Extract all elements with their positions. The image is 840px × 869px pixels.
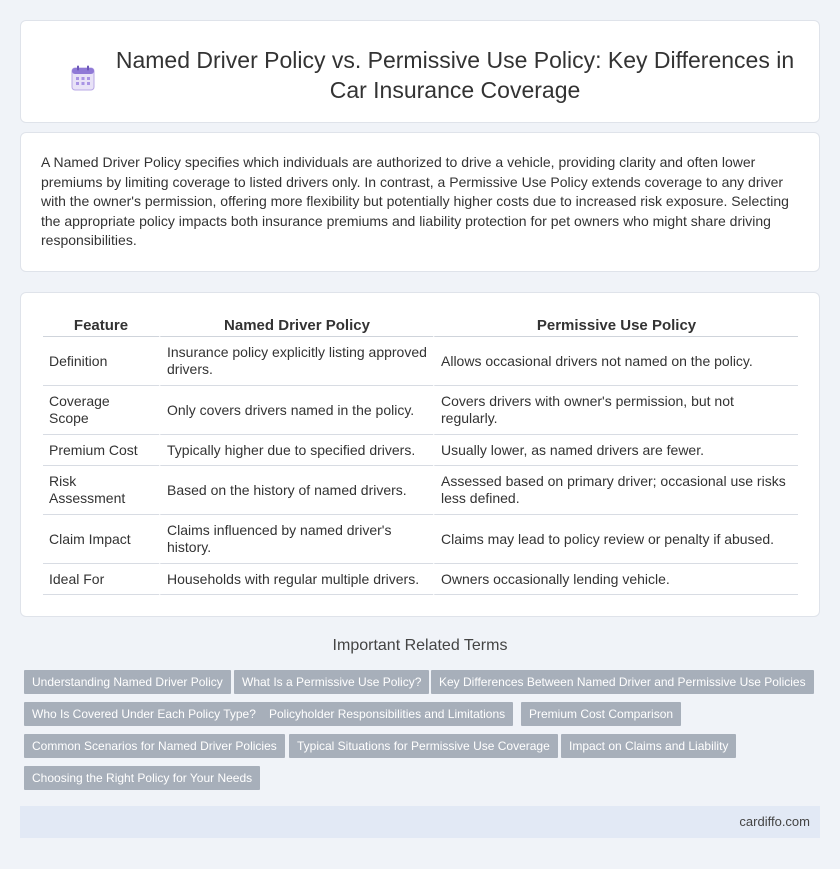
intro-card — [20, 132, 820, 272]
footer-site-link[interactable]: cardiffo.com — [739, 814, 810, 829]
permissive-use-cell: Allows occasional drivers not named on the policy. — [433, 337, 798, 386]
related-term-tag[interactable]: Understanding Named Driver Policy — [24, 670, 231, 694]
feature-cell: Coverage Scope — [43, 386, 159, 435]
related-term-tag[interactable]: Who Is Covered Under Each Policy Type? — [24, 702, 264, 726]
feature-cell: Ideal For — [43, 564, 159, 595]
permissive-use-cell: Claims may lead to policy review or penalty if abused. — [433, 515, 798, 564]
column-header-feature: Feature — [43, 313, 159, 337]
comparison-table — [43, 313, 798, 595]
table-row — [43, 386, 798, 435]
permissive-use-cell: Owners occasionally lending vehicle. — [433, 564, 798, 595]
named-driver-cell: Households with regular multiple drivers. — [159, 564, 433, 595]
related-term-tag[interactable]: Premium Cost Comparison — [521, 702, 681, 726]
column-header-permissive-use: Permissive Use Policy — [433, 313, 798, 337]
comparison-table-card — [20, 292, 820, 617]
named-driver-cell: Only covers drivers named in the policy. — [159, 386, 433, 435]
related-terms-title: Important Related Terms — [332, 637, 508, 654]
intro-paragraph: A Named Driver Policy specifies which individuals are authorized to drive a vehicle, providing clarity and often lower premiums by limiting coverage to listed drivers only. In contrast, a Permissive Use Policy extends coverage to any driver with the owner's permission, offering more flexibility but potentially higher costs due to increased risk exposure. Selecting the appropriate policy impacts both insurance premiums and liability protection for pet owners who might share driving responsibilities. — [41, 154, 789, 249]
table-row — [43, 435, 798, 466]
related-term-tag[interactable]: Typical Situations for Permissive Use Coverage — [289, 734, 558, 758]
footer — [20, 806, 820, 838]
feature-cell: Claim Impact — [43, 515, 159, 564]
permissive-use-cell: Covers drivers with owner's permission, but not regularly. — [433, 386, 798, 435]
table-header-row — [43, 313, 798, 337]
related-term-tag[interactable]: Policyholder Responsibilities and Limitations — [261, 702, 513, 726]
named-driver-cell: Based on the history of named drivers. — [159, 466, 433, 515]
feature-cell: Definition — [43, 337, 159, 386]
permissive-use-cell: Usually lower, as named drivers are fewer. — [433, 435, 798, 466]
column-header-named-driver: Named Driver Policy — [159, 313, 433, 337]
table-row — [43, 564, 798, 595]
named-driver-cell: Insurance policy explicitly listing approved drivers. — [159, 337, 433, 386]
related-term-tag[interactable]: Choosing the Right Policy for Your Needs — [24, 766, 260, 790]
table-row — [43, 337, 798, 386]
feature-cell: Premium Cost — [43, 435, 159, 466]
related-term-tag[interactable]: What Is a Permissive Use Policy? — [234, 670, 429, 694]
table-row — [43, 466, 798, 515]
feature-cell: Risk Assessment — [43, 466, 159, 515]
calendar-icon — [71, 65, 95, 91]
table-row — [43, 515, 798, 564]
named-driver-cell: Typically higher due to specified drivers. — [159, 435, 433, 466]
named-driver-cell: Claims influenced by named driver's history. — [159, 515, 433, 564]
page-title: Named Driver Policy vs. Permissive Use Policy: Key Differences in Car Insurance Coverage — [115, 47, 795, 103]
header-card — [20, 20, 820, 123]
related-term-tag[interactable]: Common Scenarios for Named Driver Policies — [24, 734, 285, 758]
permissive-use-cell: Assessed based on primary driver; occasional use risks less defined. — [433, 466, 798, 515]
related-term-tag[interactable]: Key Differences Between Named Driver and Permissive Use Policies — [431, 670, 814, 694]
related-term-tag[interactable]: Impact on Claims and Liability — [561, 734, 736, 758]
